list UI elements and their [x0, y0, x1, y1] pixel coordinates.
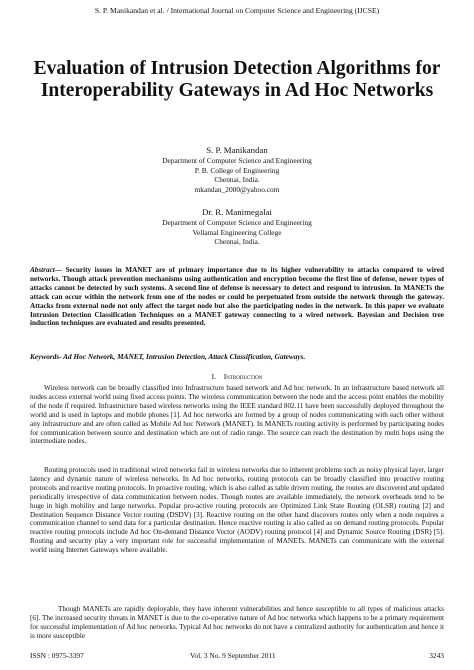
author-1 — [60, 144, 414, 194]
footer-issn: ISSN : 0975-3397 — [30, 651, 84, 660]
abstract — [30, 266, 444, 328]
body-paragraph — [30, 466, 444, 555]
author-email[interactable]: mkandan_2000@yahoo.com — [194, 184, 280, 194]
author-name: Dr. R. Manimegalai — [202, 207, 272, 217]
paragraph-text: Wireless network can be broadly classified into Infrastructure based network and Ad hoc network. In an infrastructure based network all nodes access external world using fixed access points. The wireless communication between the node and the access point enables the mobility of the node if required. Infrastructure based wireless networks using the IEEE standard 802.11 have been successfully deployed throughout the world and is used in laptops and mobile phones [1]. Ad hoc networks are formed by a group of nodes communicating with each other without any infrastructure and are often called as Mobile Ad hoc Network (MANET). In MANETs routing activity is performed by participating nodes for communication between source and destination which are out of radio range. The source can reach the destination by multi hops using the intermediate nodes. — [30, 384, 444, 446]
affiliation-line: P. B. College of Engineering — [194, 165, 280, 175]
affiliation-line: Vellamal Engineering College — [192, 227, 282, 237]
paragraph-text: Though MANETs are rapidly deployable, they have inherent vulnerabilities and hence susceptible to all types of malicious attacks [6]. The increased security threats in MANET is due to the co-operative nature of Ad hoc networks which happens to be a primary requirement for successful implementation of Ad hoc networks. Typical Ad hoc networks do not have a centralized authority for authentication and hence it is more susceptible — [30, 605, 444, 640]
running-header: S. P. Manikandan et al. / International Journal on Computer Science and Engineering (IJCSE) — [94, 6, 380, 15]
abstract-label: Abstract — [30, 266, 55, 274]
paper-title: Evaluation of Intrusion Detection Algorithms for Interoperability Gateways in Ad Hoc Networks — [33, 58, 441, 101]
body-paragraph — [30, 605, 444, 641]
footer-page-number: 3243 — [429, 651, 444, 660]
body-paragraph — [30, 384, 444, 446]
author-2 — [60, 206, 414, 247]
section-heading — [0, 372, 474, 381]
abstract-text: — Security issues in MANET are of primary importance due to its higher vulnerability to attacks compared to wired networks. Though attack prevention mechanisms using authentication and encryption become the first line of defense, newer types of attacks cannot be detected by such systems. A second line of defense is necessary to detect and respond to intrusion. In MANETs the attack can occur within the network from one of the nodes or could be perpetuated from outside the network through the gateway. Attacks from external node not only affect the target node but also the participating nodes in the network. In this paper we evaluate Intrusion Detection Classification Techniques on a MANET gateway connecting to a wired network. Bayesian and Decision tree induction techniques are evaluated and results presented. — [30, 266, 444, 328]
author-name: S. P. Manikandan — [206, 145, 268, 155]
section-title: Introduction — [223, 372, 263, 381]
paragraph-text: Routing protocols used in traditional wired networks fail in wireless networks due to inherent problems such as noisy physical layer, larger latency and dynamic nature of wireless networks. In Ad hoc networks, routing protocols can be broadly classified into proactive routing protocols and reactive routing protocols. In proactive routing, which is also called as table driven routing, the routes are discovered and updated periodically irrespective of data communication between nodes. Though routes are available immediately, the network overheads tend to be huge in high mobility and large networks. Popular pro-active routing protocols are Optimized Link State Routing (OLSR) routing [2] and Destination Sequence Distance Vector routing (DSDV) [3]. Reactive routing on the other hand discovers routes only when a node requires a communication channel to send data for a particular destination. Hence reactive routing is also called as on demand routing protocols. Popular reactive routing protocols include Ad hoc On-demand Distance Vector (AODV) routing protocol [4] and Dynamic Source Routing (DSR) [5]. Routing and security play a very important role for successful implementation of MANETs. MANETs can communicate with the external world using Internet Gateways where available. — [30, 466, 444, 555]
affiliation-line: Department of Computer Science and Engineering — [162, 218, 312, 227]
affiliation-line: Department of Computer Science and Engineering — [162, 156, 312, 165]
affiliation-line: Chennai, India. — [214, 175, 260, 185]
footer-volume: Vol. 3 No. 9 September 2011 — [190, 651, 276, 660]
keywords: Keywords- Ad Hoc Network, MANET, Intrusion Detection, Attack Classification, Gateways. — [30, 352, 306, 361]
affiliation-line: Chennai, India. — [214, 237, 260, 247]
section-number: I. — [211, 372, 217, 381]
